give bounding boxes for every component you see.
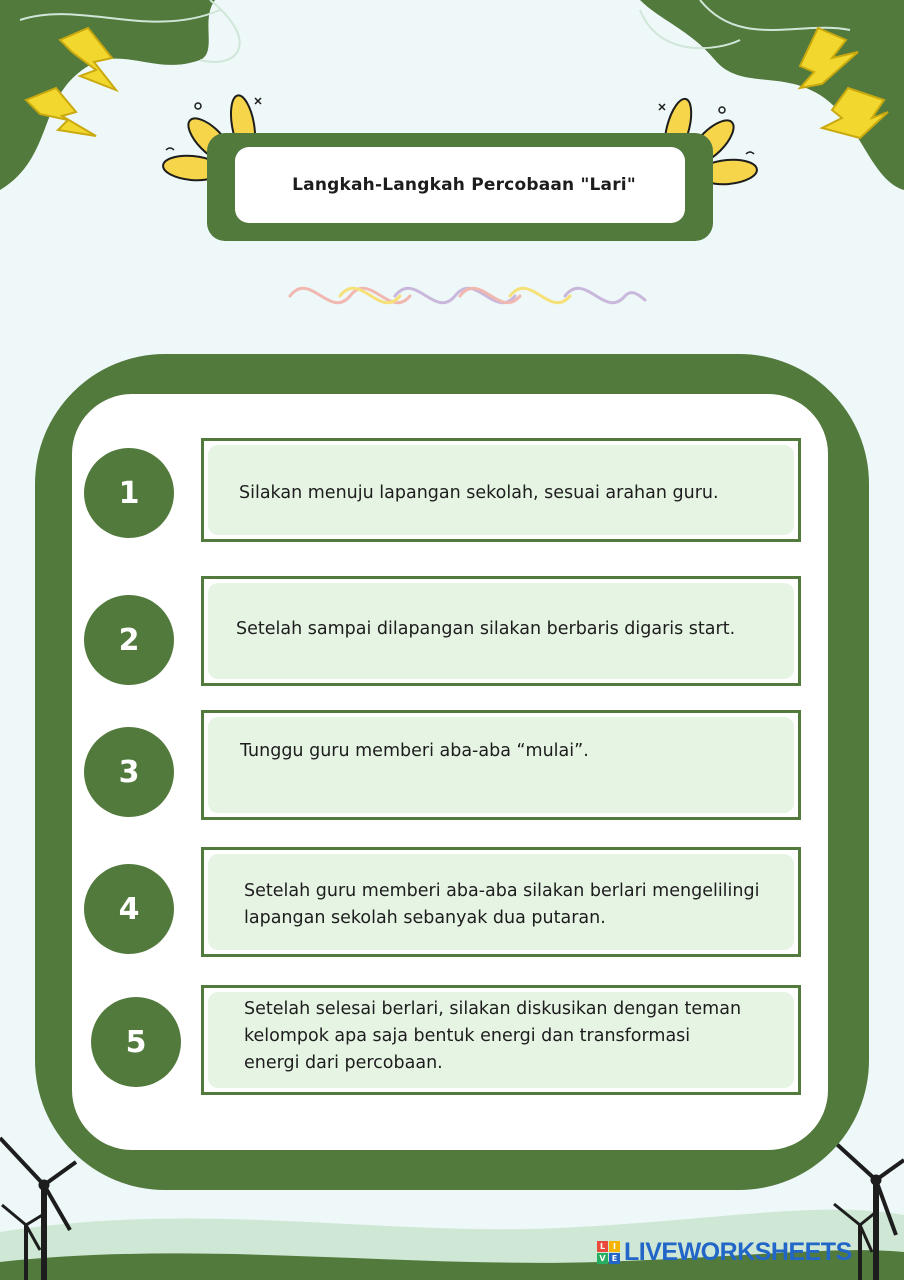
liveworksheets-logo-icon: L I V E [597, 1241, 620, 1264]
step-text-line: lapangan sekolah sebanyak dua putaran. [244, 908, 606, 928]
step-text-2 [236, 616, 735, 643]
step-text-4 [244, 878, 759, 932]
step-box-3 [201, 710, 801, 820]
liveworksheets-logo-text: LIVEWORKSHEETS [624, 1238, 852, 1266]
step-text-line: Silakan menuju lapangan sekolah, sesuai arahan guru. [239, 483, 719, 503]
step-text-5 [244, 996, 741, 1077]
liveworksheets-logo[interactable] [597, 1238, 852, 1267]
squiggle-decoration [290, 288, 645, 302]
step-number-3: 3 [84, 727, 174, 817]
step-number-1: 1 [84, 448, 174, 538]
step-text-line: energi dari percobaan. [244, 1053, 443, 1073]
step-text-line: Setelah selesai berlari, silakan diskusikan dengan teman [244, 999, 742, 1019]
step-number-4: 4 [84, 864, 174, 954]
step-text-line: Setelah guru memberi aba-aba silakan berlari mengelilingi [244, 881, 760, 901]
step-text-3 [240, 738, 589, 765]
title-card [235, 147, 685, 223]
step-text-line: Setelah sampai dilapangan silakan berbaris digaris start. [236, 619, 736, 639]
step-text-line: kelompok apa saja bentuk energi dan transformasi [244, 1026, 691, 1046]
step-number-5: 5 [91, 997, 181, 1087]
step-text-line: Tunggu guru memberi aba-aba “mulai”. [240, 741, 589, 761]
title-banner [207, 133, 713, 241]
step-number-2: 2 [84, 595, 174, 685]
page-title: Langkah-Langkah Percobaan "Lari" [292, 175, 636, 195]
step-text-1 [239, 480, 719, 507]
